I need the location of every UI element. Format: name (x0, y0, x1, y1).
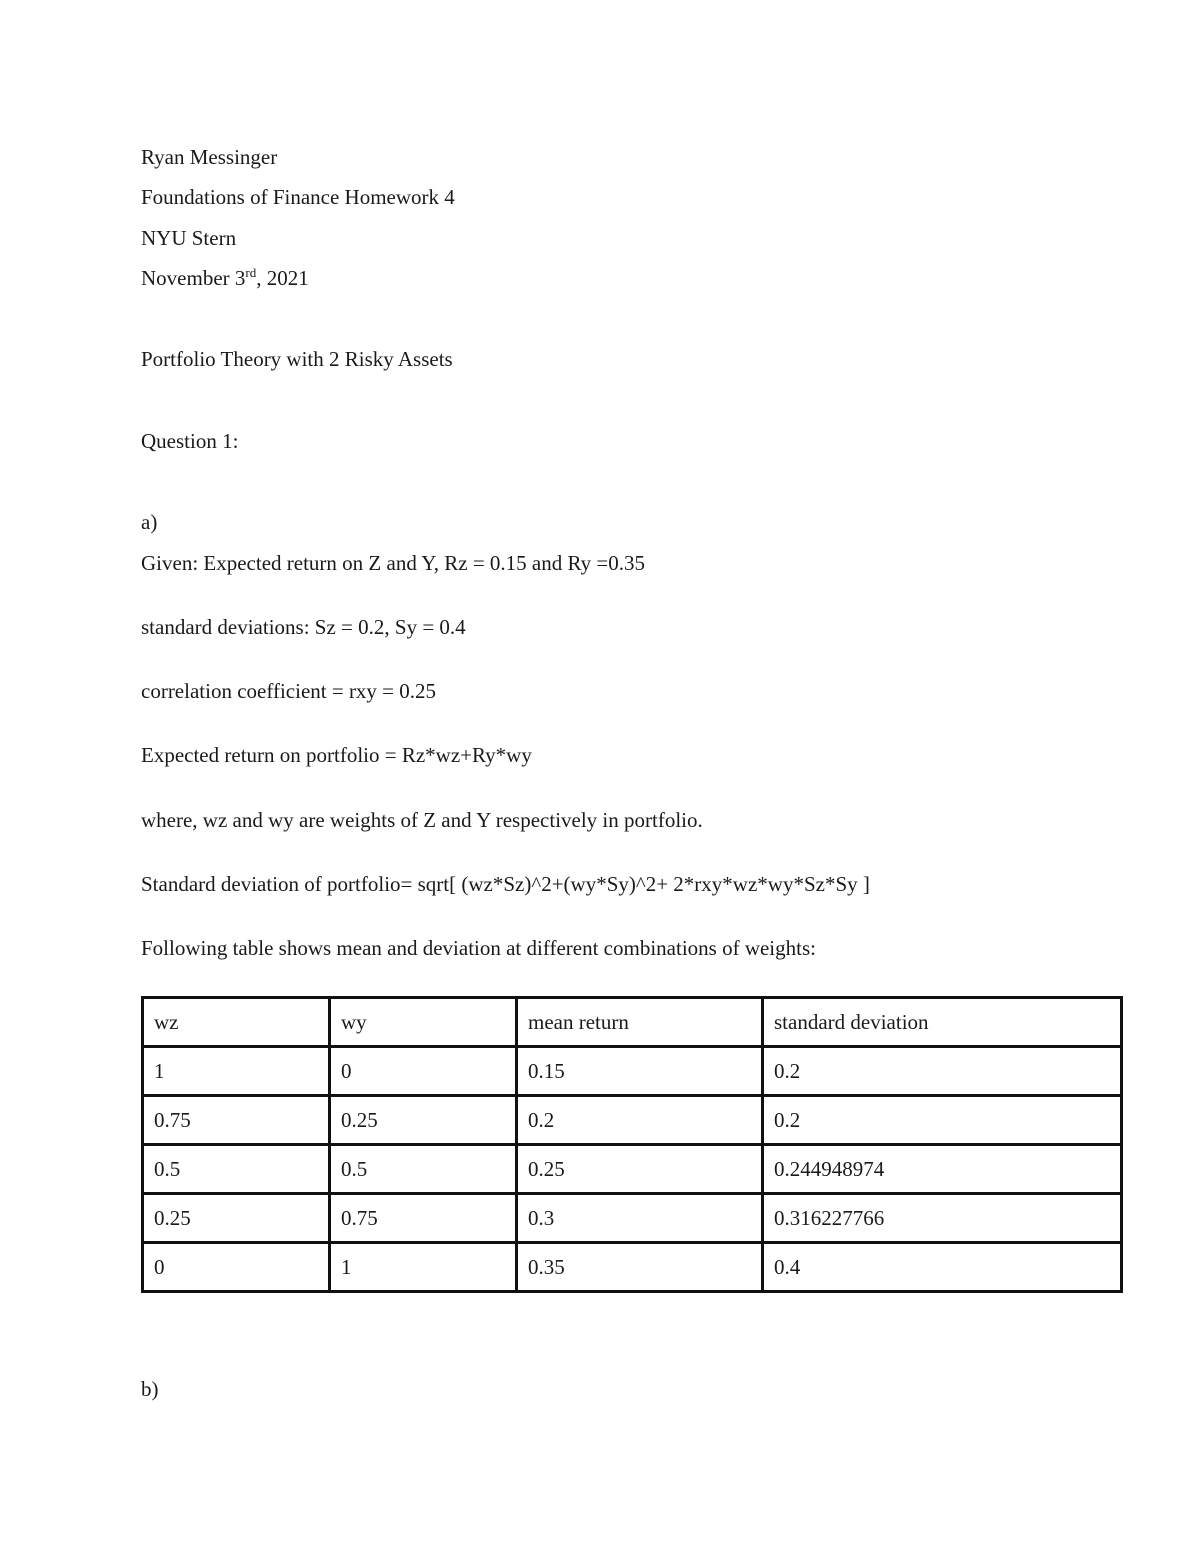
table-cell: 0.25 (330, 1096, 517, 1145)
correlation-statement: correlation coefficient = rxy = 0.25 (141, 679, 437, 703)
header-cell-wy: wy (330, 998, 517, 1047)
part-b-label: b) (141, 1377, 159, 1401)
part-a-label: a) (141, 510, 158, 534)
table-row (143, 1047, 1122, 1096)
table-cell: 0.35 (517, 1243, 763, 1292)
table-cell: 0.25 (143, 1194, 330, 1243)
table-cell: 0.244948974 (763, 1145, 1122, 1194)
weights-table (141, 996, 1123, 1293)
std-devs-statement: standard deviations: Sz = 0.2, Sy = 0.4 (141, 615, 466, 639)
question-label: Question 1: (141, 429, 239, 453)
date-rest: , 2021 (256, 266, 309, 290)
given-statement: Given: Expected return on Z and Y, Rz = 0.15 and Ry =0.35 (141, 551, 645, 575)
table-cell: 0 (143, 1243, 330, 1292)
table-header-row (143, 998, 1122, 1047)
date-line (141, 265, 309, 290)
table-row (143, 1096, 1122, 1145)
table-intro: Following table shows mean and deviation at different combinations of weights: (141, 936, 816, 960)
author-name: Ryan Messinger (141, 145, 278, 169)
table-cell: 0.15 (517, 1047, 763, 1096)
table-cell: 1 (330, 1243, 517, 1292)
expected-return-formula: Expected return on portfolio = Rz*wz+Ry*wy (141, 743, 532, 767)
header-cell-mean-return: mean return (517, 998, 763, 1047)
table-cell: 1 (143, 1047, 330, 1096)
table-cell: 0.5 (143, 1145, 330, 1194)
table-row (143, 1145, 1122, 1194)
school-name: NYU Stern (141, 226, 237, 250)
table-cell: 0.2 (763, 1047, 1122, 1096)
date-prefix: November 3 (141, 266, 246, 290)
weights-definition: where, wz and wy are weights of Z and Y respectively in portfolio. (141, 808, 703, 832)
table-cell: 0.5 (330, 1145, 517, 1194)
header-cell-wz: wz (143, 998, 330, 1047)
table-cell: 0.4 (763, 1243, 1122, 1292)
header-cell-standard-deviation: standard deviation (763, 998, 1122, 1047)
table-cell: 0.2 (763, 1096, 1122, 1145)
course-title: Foundations of Finance Homework 4 (141, 185, 455, 209)
table-cell: 0.3 (517, 1194, 763, 1243)
section-title: Portfolio Theory with 2 Risky Assets (141, 347, 453, 371)
table-cell: 0.75 (143, 1096, 330, 1145)
table-row (143, 1194, 1122, 1243)
table-cell: 0.316227766 (763, 1194, 1122, 1243)
std-dev-formula: Standard deviation of portfolio= sqrt[ (wz*Sz)^2+(wy*Sy)^2+ 2*rxy*wz*wy*Sz*Sy ] (141, 872, 870, 896)
table-row (143, 1243, 1122, 1292)
table-cell: 0.2 (517, 1096, 763, 1145)
table-cell: 0.25 (517, 1145, 763, 1194)
table-cell: 0.75 (330, 1194, 517, 1243)
table-cell: 0 (330, 1047, 517, 1096)
date-ordinal-suffix: rd (245, 265, 257, 280)
